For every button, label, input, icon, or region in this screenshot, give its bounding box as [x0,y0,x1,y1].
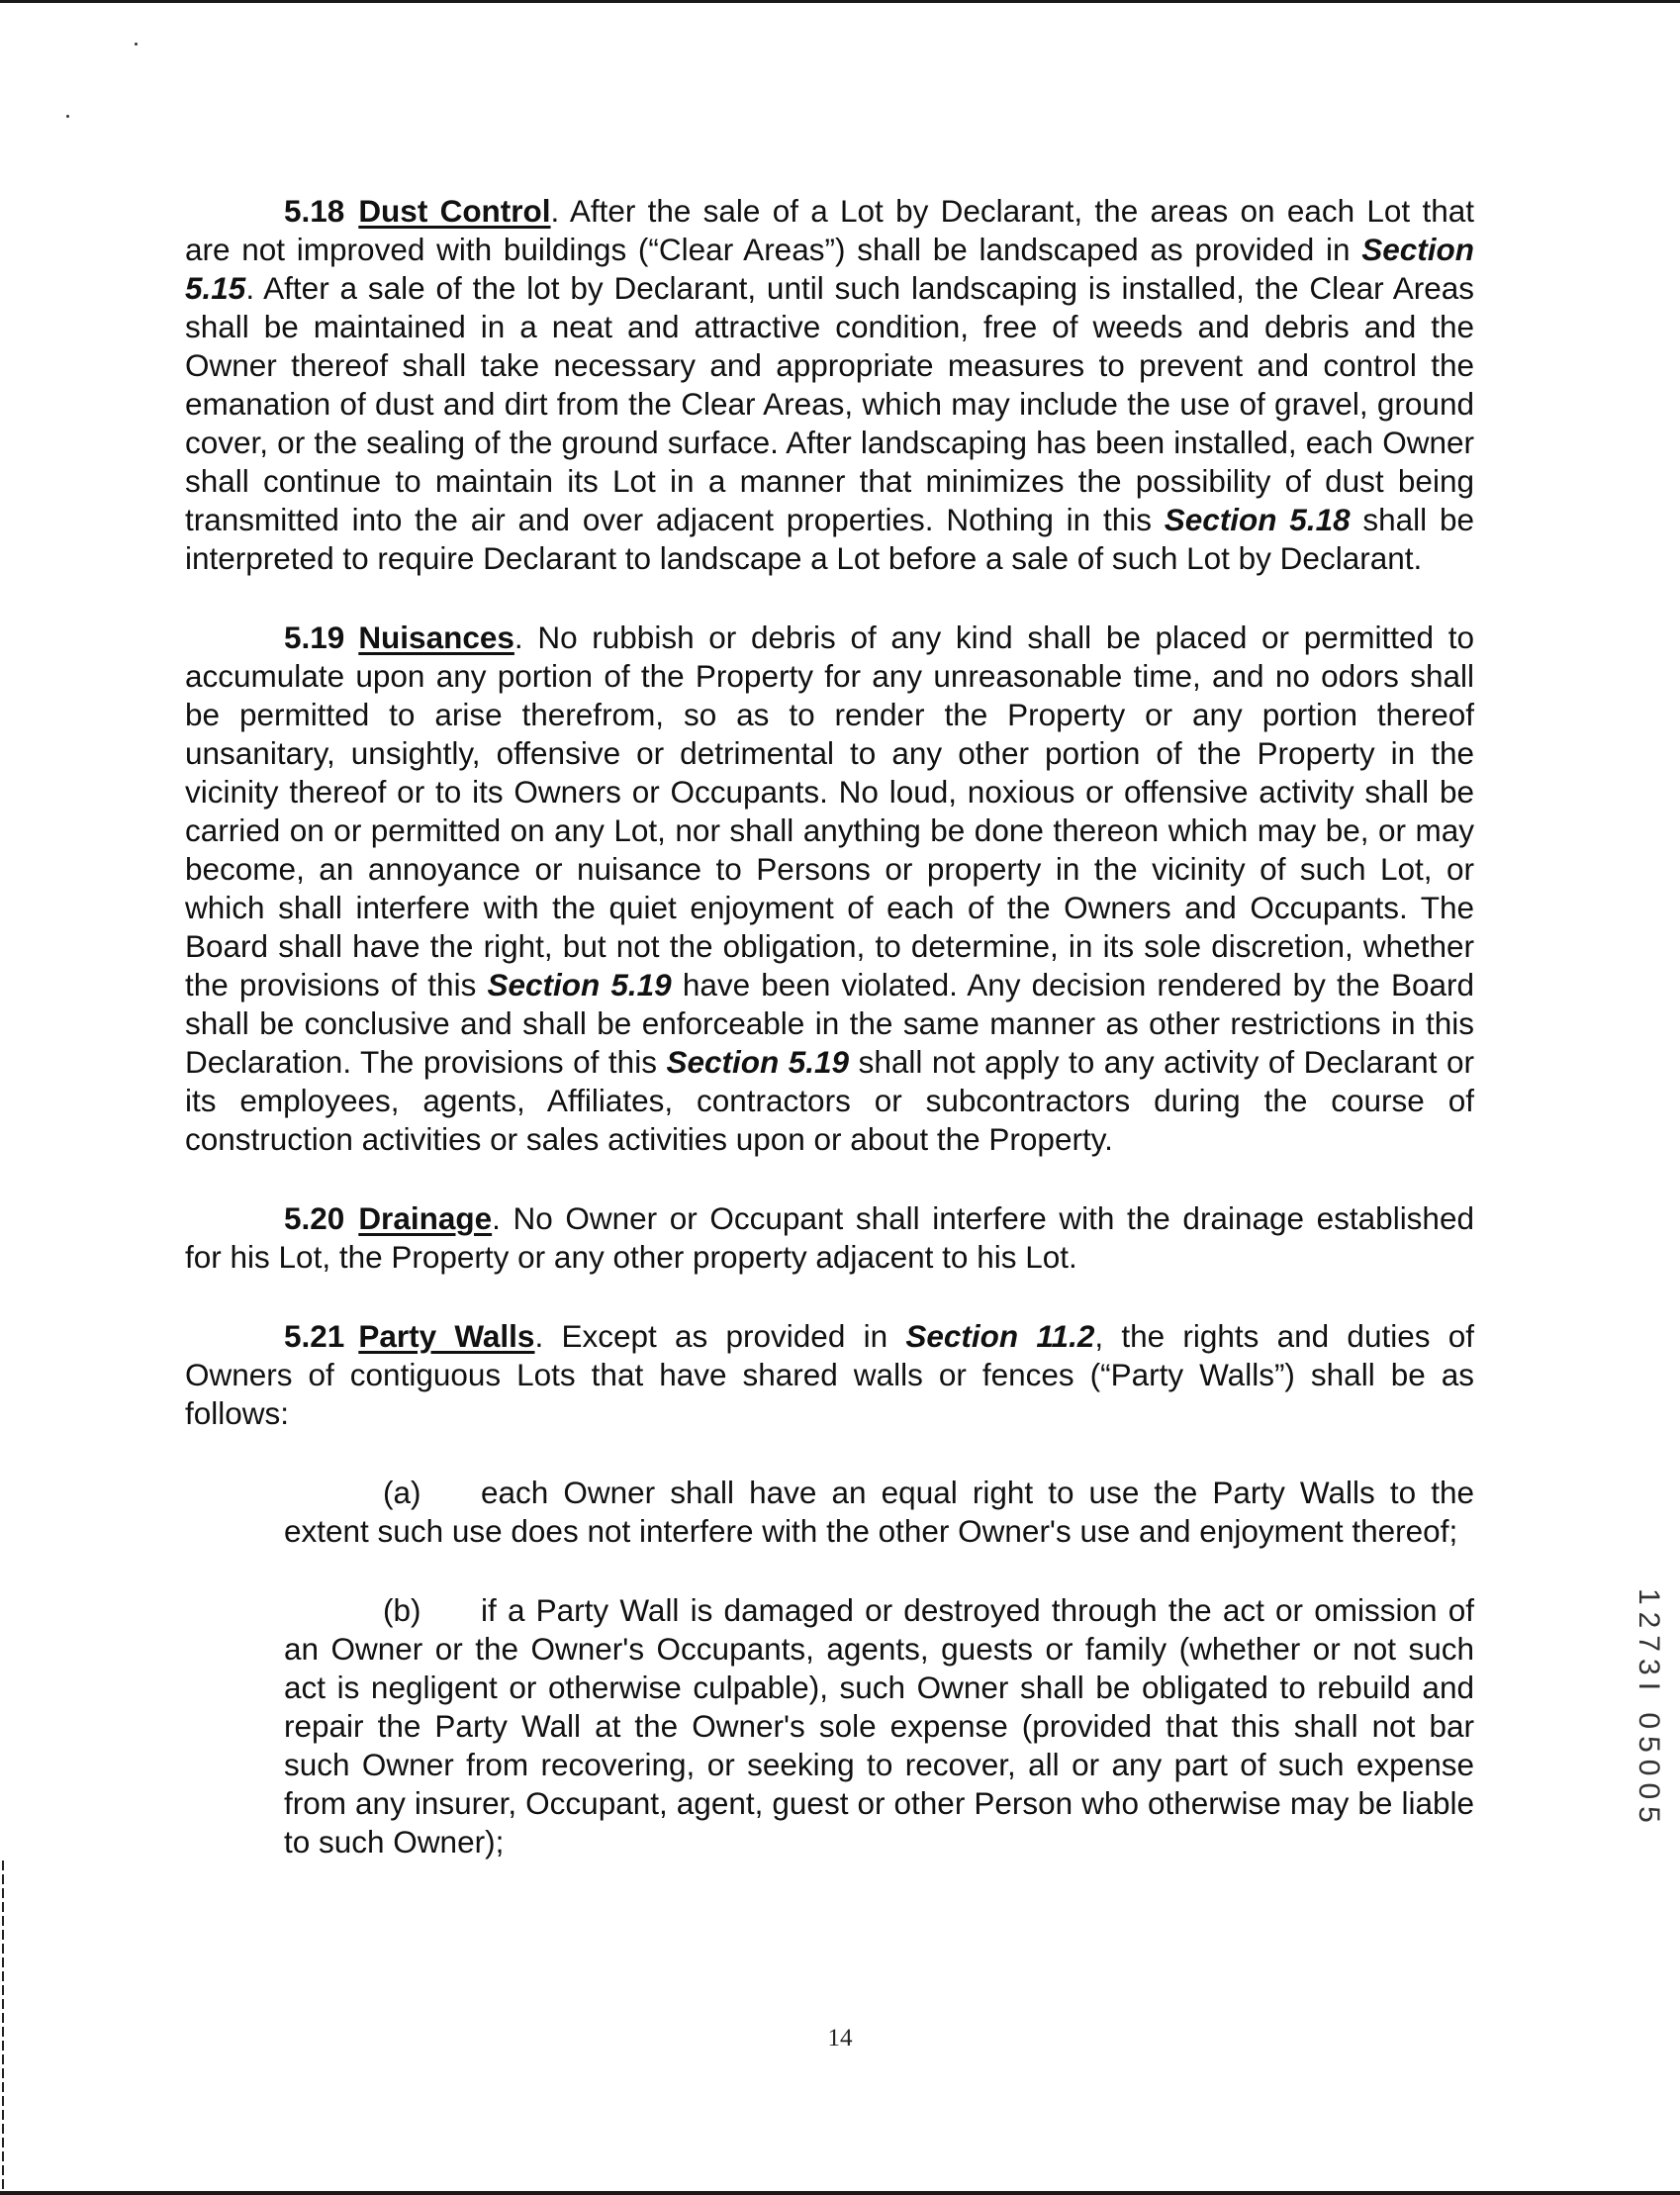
section-text: . No Owner or Occupant shall interfere with the drainage established for his Lot, the Property or any other property adjacent to his Lot. [185,1200,1474,1275]
scan-top-edge [0,0,1680,3]
section-number: 5.18 [284,193,345,229]
section-number: 5.20 [284,1200,345,1236]
section-5-19 [185,619,1474,1159]
section-reference: Section 5.19 [666,1044,850,1080]
recording-number: 1273I 05005 [1633,1588,1665,1830]
section-reference: Section 5.18 [1164,502,1351,537]
subsection-text: if a Party Wall is damaged or destroyed through the act or omission of an Owner or the Owner's Occupants, agents, guests or family (whether or not such act is negligent or otherwise culpable), such Owner shall be obligated to rebuild and repair the Party Wall at the Owner's sole expense (provided that this shall not bar such Owner from recovering, or seeking to recover, all or any part of such expense from any insurer, Occupant, agent, guest or other Person who otherwise may be liable to such Owner); [284,1592,1474,1860]
section-text: , the rights and duties of Owners of contiguous Lots that have shared walls or fences (“Party Walls”) shall be as follows: [185,1318,1475,1431]
section-heading: Dust Control [358,193,551,229]
section-text: . Except as provided in [534,1318,906,1354]
section-heading: Party Walls [358,1318,535,1354]
scan-bottom-edge [0,2191,1680,2195]
section-text: have been violated. Any decision rendered by the Board shall be conclusive and shall be enforceable in the same manner as other restrictions in this Declaration. The provisions of this [185,967,1475,1080]
section-text: shall be interpreted to require Declarant to landscape a Lot before a sale of such Lot by Declarant. [185,502,1474,576]
section-5-20 [185,1199,1474,1277]
document-body [185,192,1474,1902]
section-5-18 [185,192,1474,578]
section-text: shall not apply to any activity of Declarant or its employees, agents, Affiliates, contractors or subcontractors during the course of construction activities or sales activities upon or about the Property. [185,1044,1474,1157]
subsection-text: each Owner shall have an equal right to use the Party Walls to the extent such use does not interfere with the other Owner's use and enjoyment thereof; [284,1475,1474,1549]
section-heading: Drainage [358,1200,493,1236]
section-text: . After a sale of the lot by Declarant, until such landscaping is installed, the Clear Areas shall be maintained in a neat and attractive condition, free of weeds and debris and the Owner thereof shall take necessary and appropriate measures to prevent and control the emanation of dust and dirt from the Clear Areas, which may include the use of gravel, ground cover, or the sealing of the ground surface. After landscaping has been installed, each Owner shall continue to maintain its Lot in a manner that minimizes the possibility of dust being transmitted into the air and over adjacent properties. Nothing in this [185,270,1474,537]
subsection-marker: (b) [383,1592,421,1628]
section-5-21 [185,1317,1474,1433]
section-heading: Nuisances [358,620,514,655]
page-number: 14 [827,2025,853,2052]
subsection-marker: (a) [383,1475,421,1510]
section-reference: Section 11.2 [905,1318,1095,1354]
subsection-b [185,1591,1474,1861]
section-number: 5.21 [284,1318,345,1354]
section-reference: Section 5.19 [487,967,672,1002]
section-number: 5.19 [284,620,345,655]
scan-speck [66,115,69,118]
scan-speck [135,43,138,46]
section-reference: Section 5.15 [185,232,1474,306]
section-text: . After the sale of a Lot by Declarant, the areas on each Lot that are not improved with buildings (“Clear Areas”) shall be landscaped as provided in [185,193,1474,267]
subsection-a [185,1474,1474,1551]
section-text: . No rubbish or debris of any kind shall be placed or permitted to accumulate upon any portion of the Property for any unreasonable time, and no odors shall be permitted to arise therefrom, so as to render the Property or any portion thereof unsanitary, unsightly, offensive or detrimental to any other portion of the Property in the vicinity thereof or to its Owners or Occupants. No loud, noxious or offensive activity shall be carried on or permitted on any Lot, nor shall anything be done thereon which may be, or may become, an annoyance or nuisance to Persons or property in the vicinity of such Lot, or which shall interfere with the quiet enjoyment of each of the Owners and Occupants. The Board shall have the right, but not the obligation, to determine, in its sole discretion, whether the provisions of this [185,620,1474,1002]
